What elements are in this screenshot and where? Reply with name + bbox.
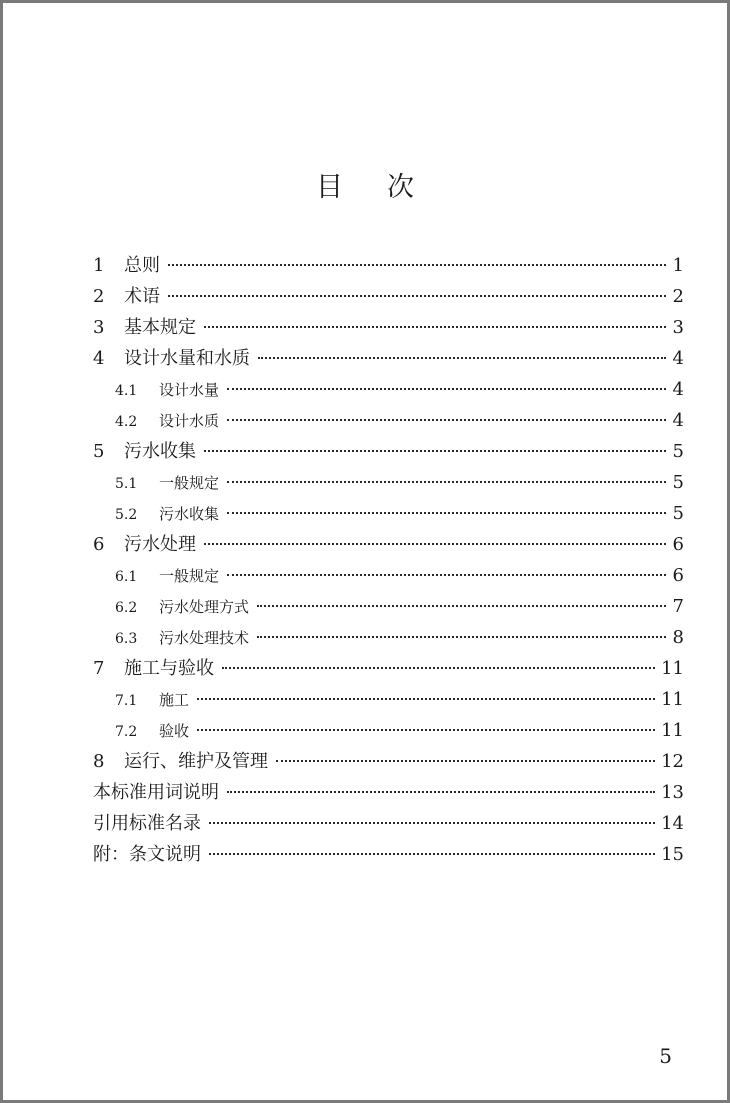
toc-entry-page: 4	[672, 348, 684, 369]
toc-entry[interactable]	[115, 470, 684, 496]
toc-entry-number: 7	[93, 658, 105, 679]
toc-entry[interactable]	[93, 284, 684, 310]
toc-entry-label: 运行、维护及管理	[124, 751, 268, 772]
toc-entry-number: 7.2	[115, 724, 138, 740]
toc-entry-number: 2	[93, 286, 105, 307]
toc-entry-label: 一般规定	[159, 474, 220, 492]
toc-entry[interactable]	[115, 408, 684, 434]
toc-entry-page: 14	[661, 813, 684, 834]
toc-entry-number: 5	[93, 441, 105, 462]
toc-entry[interactable]	[115, 377, 684, 403]
toc-entry-page: 5	[672, 472, 684, 493]
toc-entry-label: 设计水量和水质	[124, 348, 250, 369]
toc-entry-page: 6	[672, 534, 684, 555]
toc-entry[interactable]	[93, 315, 684, 341]
toc-entry-page: 7	[672, 596, 684, 617]
toc-entry-page: 5	[672, 441, 684, 462]
toc-title: 目次	[316, 172, 458, 203]
toc-entry-number: 6.2	[115, 600, 138, 616]
toc-entry[interactable]	[93, 656, 684, 682]
toc-entry[interactable]	[93, 842, 684, 868]
dot-leader	[204, 543, 666, 545]
toc-entry[interactable]	[93, 780, 684, 806]
toc-entry-number: 4.2	[115, 414, 138, 430]
dot-leader	[222, 667, 655, 669]
dot-leader	[197, 729, 655, 731]
dot-leader	[204, 326, 666, 328]
dot-leader	[227, 574, 666, 576]
dot-leader	[276, 760, 655, 762]
toc-entry-label: 污水收集	[124, 441, 196, 462]
dot-leader	[168, 264, 666, 266]
toc-entry[interactable]	[93, 749, 684, 775]
dot-leader	[227, 791, 655, 793]
dot-leader	[227, 481, 666, 483]
toc-entry-number: 6.1	[115, 569, 138, 585]
dot-leader	[209, 853, 655, 855]
toc-entry-label: 污水收集	[159, 505, 220, 523]
toc-entry-page: 11	[661, 720, 684, 741]
dot-leader	[168, 295, 666, 297]
toc-entry-label: 设计水量	[159, 381, 220, 399]
toc-entry-label: 污水处理	[124, 534, 196, 555]
toc-entry-label: 污水处理技术	[159, 629, 250, 647]
dot-leader	[227, 388, 666, 390]
toc-entry[interactable]	[115, 625, 684, 651]
toc-entry[interactable]	[93, 439, 684, 465]
dot-leader	[227, 419, 666, 421]
toc-entry-page: 4	[672, 379, 684, 400]
toc-entry-number: 7.1	[115, 693, 138, 709]
toc-entry-number: 3	[93, 317, 105, 338]
toc-entry[interactable]	[115, 563, 684, 589]
toc-entry-number: 8	[93, 751, 105, 772]
toc-entry-number: 6.3	[115, 631, 138, 647]
toc-entry-page: 4	[672, 410, 684, 431]
toc-entry[interactable]	[93, 346, 684, 372]
toc-entry[interactable]	[115, 718, 684, 744]
toc-entry-label: 污水处理方式	[159, 598, 250, 616]
toc-entry[interactable]	[93, 253, 684, 279]
toc-entry[interactable]	[93, 811, 684, 837]
toc-entry-page: 12	[661, 751, 684, 772]
toc-entry-label: 施工	[159, 691, 190, 709]
toc-entry-page: 1	[672, 255, 684, 276]
toc-entry-page: 3	[672, 317, 684, 338]
dot-leader	[258, 357, 666, 359]
toc-entry-page: 11	[661, 689, 684, 710]
toc-entry-label: 术语	[124, 286, 160, 307]
toc-entry[interactable]	[115, 501, 684, 527]
toc-entry-number: 5.1	[115, 476, 138, 492]
toc-entry-page: 2	[672, 286, 684, 307]
page-number: 5	[659, 1044, 672, 1068]
toc-entry-label: 一般规定	[159, 567, 220, 585]
toc-entry-number: 4	[93, 348, 105, 369]
dot-leader	[257, 605, 666, 607]
toc-entry-label: 基本规定	[124, 317, 196, 338]
toc-entry-page: 15	[661, 844, 684, 865]
dot-leader	[257, 636, 666, 638]
toc-entry-label: 施工与验收	[124, 658, 214, 679]
toc-entry-label: 本标准用词说明	[93, 782, 219, 803]
toc-entry-page: 13	[661, 782, 684, 803]
toc-entry-label: 设计水质	[159, 412, 220, 430]
toc-entry-label: 附：条文说明	[93, 844, 201, 865]
toc-entry-page: 6	[672, 565, 684, 586]
toc-entry-page: 5	[672, 503, 684, 524]
toc-entry-page: 11	[661, 658, 684, 679]
toc-entry-number: 6	[93, 534, 105, 555]
toc-entry-number: 5.2	[115, 507, 138, 523]
toc-entry-page: 8	[672, 627, 684, 648]
toc-entry[interactable]	[115, 594, 684, 620]
toc-entry[interactable]	[93, 532, 684, 558]
toc-entry-label: 总则	[124, 255, 160, 276]
dot-leader	[204, 450, 666, 452]
dot-leader	[197, 698, 655, 700]
dot-leader	[227, 512, 666, 514]
toc-entry-label: 引用标准名录	[93, 813, 201, 834]
toc-entry-label: 验收	[159, 722, 190, 740]
toc-entry-number: 1	[93, 255, 105, 276]
toc-entry[interactable]	[115, 687, 684, 713]
dot-leader	[209, 822, 655, 824]
toc-entry-number: 4.1	[115, 383, 138, 399]
